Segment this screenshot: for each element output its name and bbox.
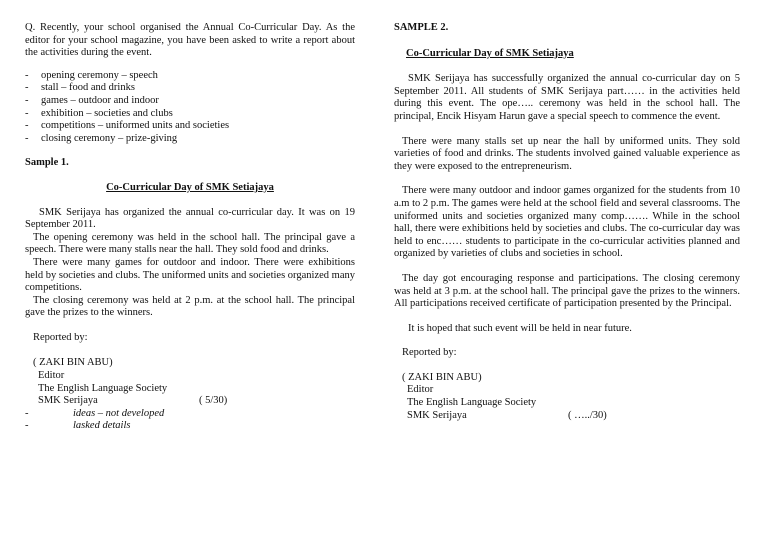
comment-item: - ideas – not developed <box>25 407 165 419</box>
score-mark: ( 5/30) <box>199 395 228 407</box>
score-mark: ( …../30) <box>568 409 607 421</box>
sample-1-paragraph: The opening ceremony was held in the school hall. The principal gave a speech. There were many stalls near the hall. They sold food and drinks. <box>25 231 355 256</box>
list-item: - closing ceremony – prize-giving <box>25 132 178 144</box>
list-item: - exhibition – societies and clubs <box>25 107 173 119</box>
sample-2-paragraph: It is hoped that such event will be held in near future. <box>408 322 632 334</box>
list-item: - games – outdoor and indoor <box>25 94 159 106</box>
sample-2-paragraph: There were many outdoor and indoor games organized for the students from 10 a.m to 2 p.m. The games were held at the school field and several classrooms. The uniformed units and societies organized many comp……. While in the school hall, there were exhibitions held by societies and clubs. The co-curricular day was held to enc…… students to participate in the co-curricular activities planned and organized by varieties of clubs and societies in school. <box>394 185 740 260</box>
sample-2-paragraph: SMK Serijaya has successfully organized the annual co-curricular day on 5 September 2011. All students of SMK Serijaya part…… in the activities held during this event. The ope….. ceremony was held in the school hall. The principal, Encik Hisyam Harun gave a special speech to commence the event. <box>394 73 740 122</box>
activity-list <box>25 70 355 146</box>
sample-2-paragraph: There were many stalls set up near the hall by uniformed units. They sold varieties of food and drinks. The students involved gained valuable experience as they were exposed to the entrepreneurism. <box>394 135 740 172</box>
left-column <box>25 22 355 433</box>
signature-block <box>25 357 355 407</box>
signature-block <box>394 372 740 422</box>
sample-2-heading: SAMPLE 2. <box>394 22 449 33</box>
reported-by-label: Reported by: <box>402 347 457 359</box>
comment-item: - lasked details <box>25 420 131 432</box>
reporter-org: The English Language Society <box>407 397 537 409</box>
list-item: - opening ceremony – speech <box>25 69 158 81</box>
sample-2-title: Co-Curricular Day of SMK Setiajaya <box>406 47 574 59</box>
sample-1-paragraph: The closing ceremony was held at 2 p.m. at the school hall. The principal gave the prizes to the winners. <box>25 294 355 319</box>
teacher-comments <box>25 408 355 433</box>
reporter-school: SMK Serijaya <box>407 409 467 421</box>
list-item: - competitions – uniformed units and societies <box>25 120 230 132</box>
reporter-org: The English Language Society <box>38 382 168 394</box>
reporter-school: SMK Serijaya <box>38 395 98 407</box>
reported-by-label: Reported by: <box>33 331 88 343</box>
reporter-name: ( ZAKI BIN ABU) <box>402 371 482 383</box>
right-column <box>394 22 740 422</box>
sample-1-title: Co-Curricular Day of SMK Setiajaya <box>106 181 274 193</box>
sample-2-paragraph: The day got encouraging response and participations. The closing ceremony was held at 3 p.m. at the school hall. The principal gave the prizes to the winners. All participations received certificate of participation presented by the Principal. <box>394 272 740 310</box>
sample-1-paragraph: There were many games for outdoor and indoor. There were exhibitions held by societies and clubs. The uniformed units and societies organized many competitions. <box>25 256 355 294</box>
sample-1-paragraph: SMK Serijaya has organized the annual co-curricular day. It was on 19 September 2011. <box>25 206 355 231</box>
reporter-role: Editor <box>38 370 65 382</box>
sample-1-heading: Sample 1. <box>25 157 69 169</box>
list-item: - stall – food and drinks <box>25 82 135 94</box>
reporter-name: ( ZAKI BIN ABU) <box>33 357 113 369</box>
reporter-role: Editor <box>407 384 434 396</box>
question-text: Q. Recently, your school organised the Annual Co-Curricular Day. As the editor for your school magazine, you have been asked to write a report about the activities during the event. <box>25 22 355 59</box>
